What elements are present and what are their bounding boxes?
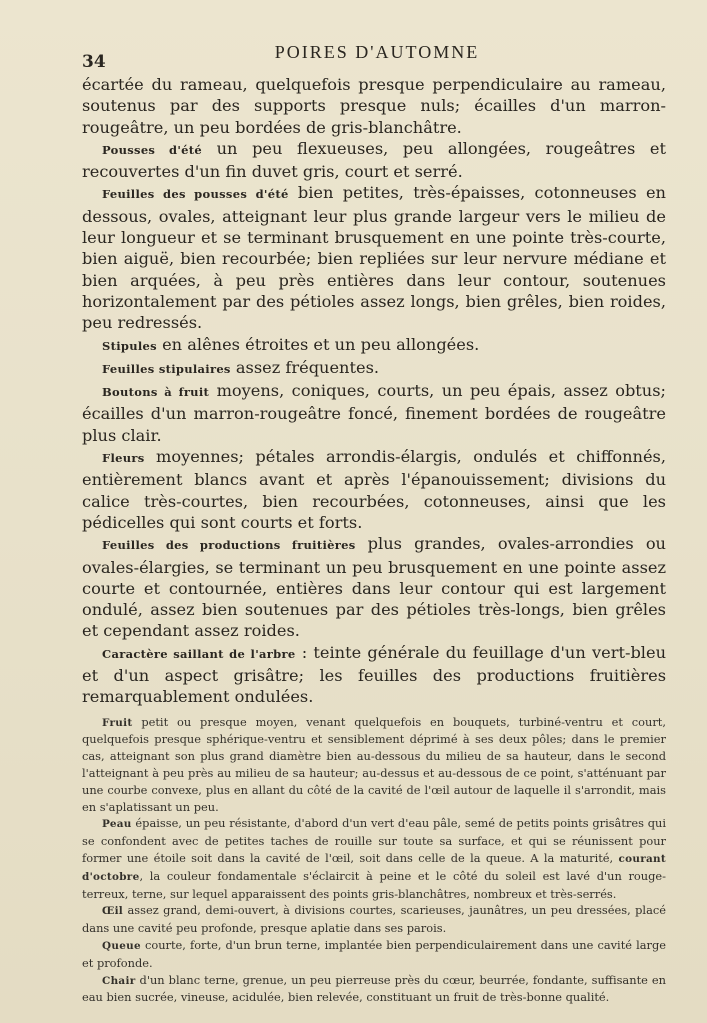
paragraph-queue — [82, 937, 666, 972]
text-caractere: : teinte générale du feuillage d'un vert-bleu et d'un aspect grisâtre; les feuilles des productions fruitières remarquablement ondulées. — [82, 642, 666, 707]
paragraph-feuilles-pousses — [82, 182, 666, 333]
text-fleurs: moyennes; pétales arrondis-élargis, ondulés et chiffonnés, entièrement blancs avant et après l'épanouissement; divisions du calice très-courtes, bien recourbées, cotonneuses, ainsi que les pédicelles qui sont courts et forts. — [82, 447, 666, 532]
text-stipules: en alênes étroites et un peu allongées. — [156, 334, 480, 354]
paragraph-pousses — [82, 138, 666, 183]
page-number: 34 — [82, 52, 106, 72]
paragraph-feuilles-stipulaires — [82, 357, 666, 380]
paragraph-oeil — [82, 902, 666, 937]
paragraph-boutons — [82, 380, 666, 446]
emph-peau-maturite: courant d'octobre — [82, 852, 666, 883]
term-fruit: Fruit — [102, 716, 133, 729]
term-feuilles-stipulaires: Feuilles stipulaires — [102, 361, 231, 376]
term-peau: Peau — [102, 818, 132, 831]
running-title: POIRES D'AUTOMNE — [274, 42, 480, 62]
term-chair: Chair — [102, 974, 136, 987]
term-queue: Queue — [102, 939, 141, 952]
text-peau-end: , la couleur fondamentale s'éclaircit à peine et le côté du soleil est lavé d'un rouge-terreux, terne, sur lequel apparaissent des points gris-blanchâtres, nombreux et très-serrés. — [82, 868, 666, 901]
term-oeil: Œil — [102, 905, 124, 918]
text-feuilles-productions: plus grandes, ovales-arrondies ou ovales-élargies, se terminant un peu brusquement en une pointe assez courte et contournée, entières dans leur contour qui est largement ondulé, assez bien soutenues par des pétioles très-longs, bien grêles et cependant assez roides. — [82, 534, 666, 641]
term-stipules: Stipules — [102, 338, 157, 353]
paragraph-peau — [82, 815, 666, 902]
paragraph-chair — [82, 972, 666, 1007]
page-header — [82, 42, 672, 72]
text-boutons: moyens, coniques, courts, un peu épais, assez obtus; écailles d'un marron-rougeâtre foncé, finement bordées de rougeâtre plus clair. — [82, 381, 666, 445]
text-feuilles-pousses: bien petites, très-épaisses, cotonneuses en dessous, ovales, atteignant leur plus grande largeur vers le milieu de leur longueur et se terminant brusquement en une pointe très-courte, bien aiguë, bien recourbée; bien repliées sur leur nervure médiane et bien arquées, à peu près entières dans leur contour, soutenues horizontalement par des pétioles assez longs, bien grêles, bien roides, peu redressés. — [82, 183, 666, 333]
term-caractere: Caractère saillant de l'arbre — [102, 646, 296, 661]
term-pousses: Pousses d'été — [102, 142, 202, 157]
page-body — [82, 74, 666, 1006]
text-oeil: assez grand, demi-ouvert, à divisions courtes, scarieuses, jaunâtres, un peu dressées, placé dans une cavité peu profonde, presque aplatie dans ses parois. — [82, 903, 666, 936]
text-feuilles-stipulaires: assez fréquentes. — [230, 357, 380, 377]
paragraph-fruit — [82, 714, 666, 816]
paragraph-stipules — [82, 334, 666, 357]
text-pousses: un peu flexueuses, peu allongées, rougeâtres et recouvertes d'un fin duvet gris, court et serré. — [82, 138, 667, 182]
text-chair: d'un blanc terne, grenue, un peu pierreuse près du cœur, beurrée, fondante, suffisante en eau bien sucrée, vineuse, acidulée, bien relevée, constituant un fruit de très-bonne qualité. — [82, 972, 666, 1005]
continuation-paragraph: écartée du rameau, quelquefois presque perpendiculaire au rameau, soutenus par des supports presque nuls; écailles d'un marron-rougeâtre, un peu bordées de gris-blanchâtre. — [82, 75, 666, 137]
text-fruit: petit ou presque moyen, venant quelquefois en bouquets, turbiné-ventru et court, quelquefois presque sphérique-ventru et sensiblement déprimé à ses deux pôles; dans le premier cas, atteignant son plus grand diamètre bien au-dessous du milieu de sa hauteur, dans le second l'atteignant à peu près au milieu de sa hauteur; au-dessus et au-dessous de ce point, s'atténuant par une courbe convexe, plus en allant du côté de la cavité de l'œil autour de laquelle il s'arrondit, mais en s'aplatissant un peu. — [82, 714, 666, 814]
text-queue: courte, forte, d'un brun terne, implantée bien perpendiculairement dans une cavité large et profonde. — [82, 937, 666, 970]
paragraph-fleurs — [82, 446, 666, 533]
paragraph-caractere — [82, 642, 666, 708]
term-fleurs: Fleurs — [102, 451, 145, 466]
term-feuilles-productions: Feuilles des productions fruitières — [102, 538, 356, 553]
term-boutons: Boutons à fruit — [102, 385, 210, 400]
paragraph-feuilles-productions — [82, 533, 666, 641]
term-feuilles-pousses: Feuilles des pousses d'été — [102, 187, 289, 202]
text-peau: épaisse, un peu résistante, d'abord d'un vert d'eau pâle, semé de petits points grisâtres qui se confondent avec de petites taches de rouille sur toute sa surface, et qui se réunissent pour former une étoile soit dans la cavité de l'œil, soit dans celle de la queue. A la maturité, — [82, 816, 666, 865]
